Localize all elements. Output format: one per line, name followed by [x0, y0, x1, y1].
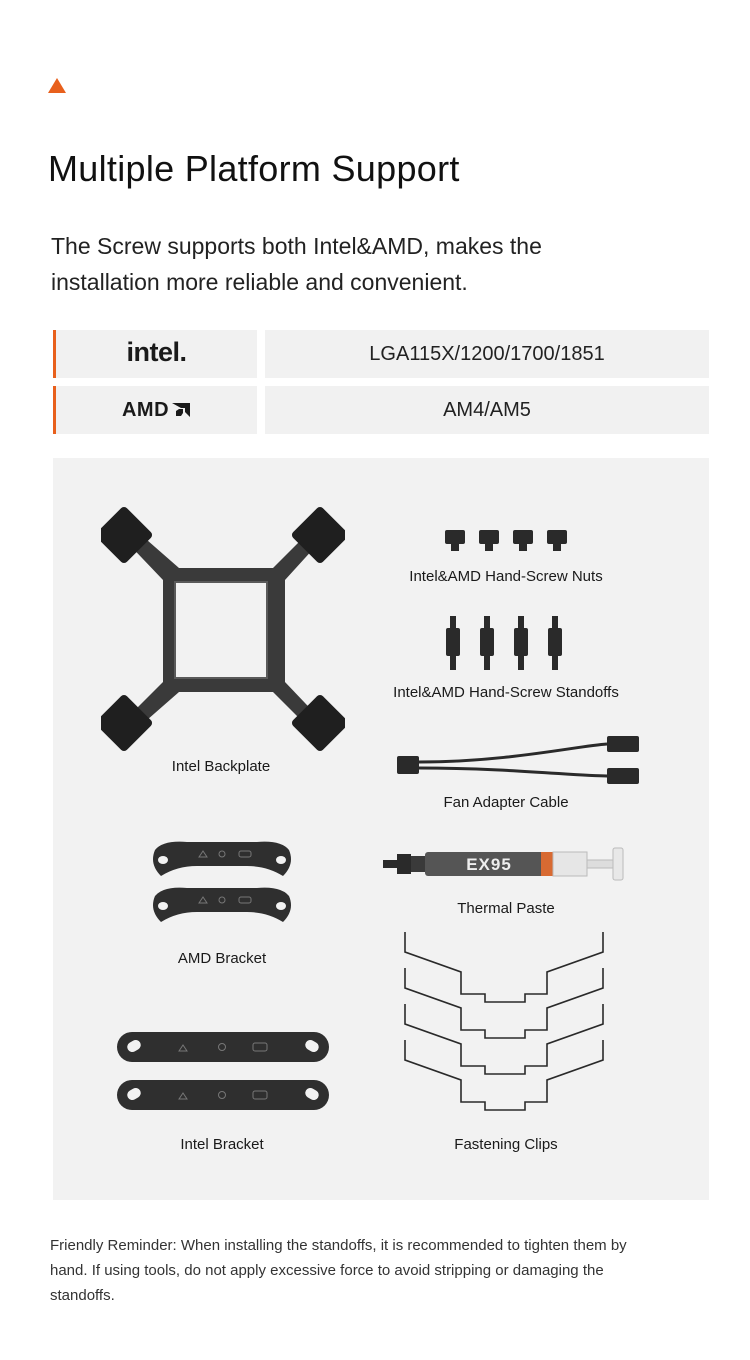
fastening-clips-image	[401, 932, 611, 1118]
platform-row-amd	[53, 386, 709, 434]
thermal-paste-brand: EX95	[466, 855, 512, 874]
fastening-clips-label: Fastening Clips	[454, 1136, 558, 1153]
page-title: Multiple Platform Support	[48, 148, 460, 189]
parts-panel	[53, 458, 709, 1200]
accent-triangle-icon	[48, 78, 66, 93]
hand-screw-nuts-label: Intel&AMD Hand-Screw Nuts	[409, 568, 603, 585]
intel-sockets: LGA115X/1200/1700/1851	[265, 330, 709, 378]
amd-arrow-icon	[171, 402, 191, 418]
intel-logo: intel.	[126, 336, 187, 367]
hand-screw-standoffs-image	[441, 616, 573, 672]
platform-row-intel	[53, 330, 709, 378]
intel-logo-cell	[53, 330, 257, 378]
intel-backplate-image	[101, 506, 345, 754]
hand-screw-nuts-image	[441, 528, 573, 554]
amd-bracket-image	[147, 838, 297, 932]
amd-logo-text: AMD	[121, 398, 170, 421]
amd-logo	[122, 399, 191, 422]
intel-bracket-label: Intel Bracket	[180, 1136, 264, 1153]
intel-bracket-image	[113, 1026, 333, 1116]
fan-adapter-cable-label: Fan Adapter Cable	[443, 794, 569, 811]
fan-adapter-cable-image	[397, 732, 645, 794]
hand-screw-standoffs-label: Intel&AMD Hand-Screw Standoffs	[393, 684, 619, 701]
amd-sockets: AM4/AM5	[265, 386, 709, 434]
thermal-paste-label: Thermal Paste	[457, 900, 555, 917]
amd-logo-cell	[53, 386, 257, 434]
amd-bracket-label: AMD Bracket	[177, 950, 267, 967]
thermal-paste-image	[383, 844, 631, 884]
friendly-reminder: Friendly Reminder: When installing the standoffs, it is recommended to tighten them by hand. If using tools, do not apply excessive force to avoid stripping or damaging the standoffs.	[50, 1237, 627, 1304]
page-subtitle: The Screw supports both Intel&AMD, makes the installation more reliable and convenient.	[51, 233, 542, 295]
intel-backplate-label: Intel Backplate	[171, 758, 271, 775]
